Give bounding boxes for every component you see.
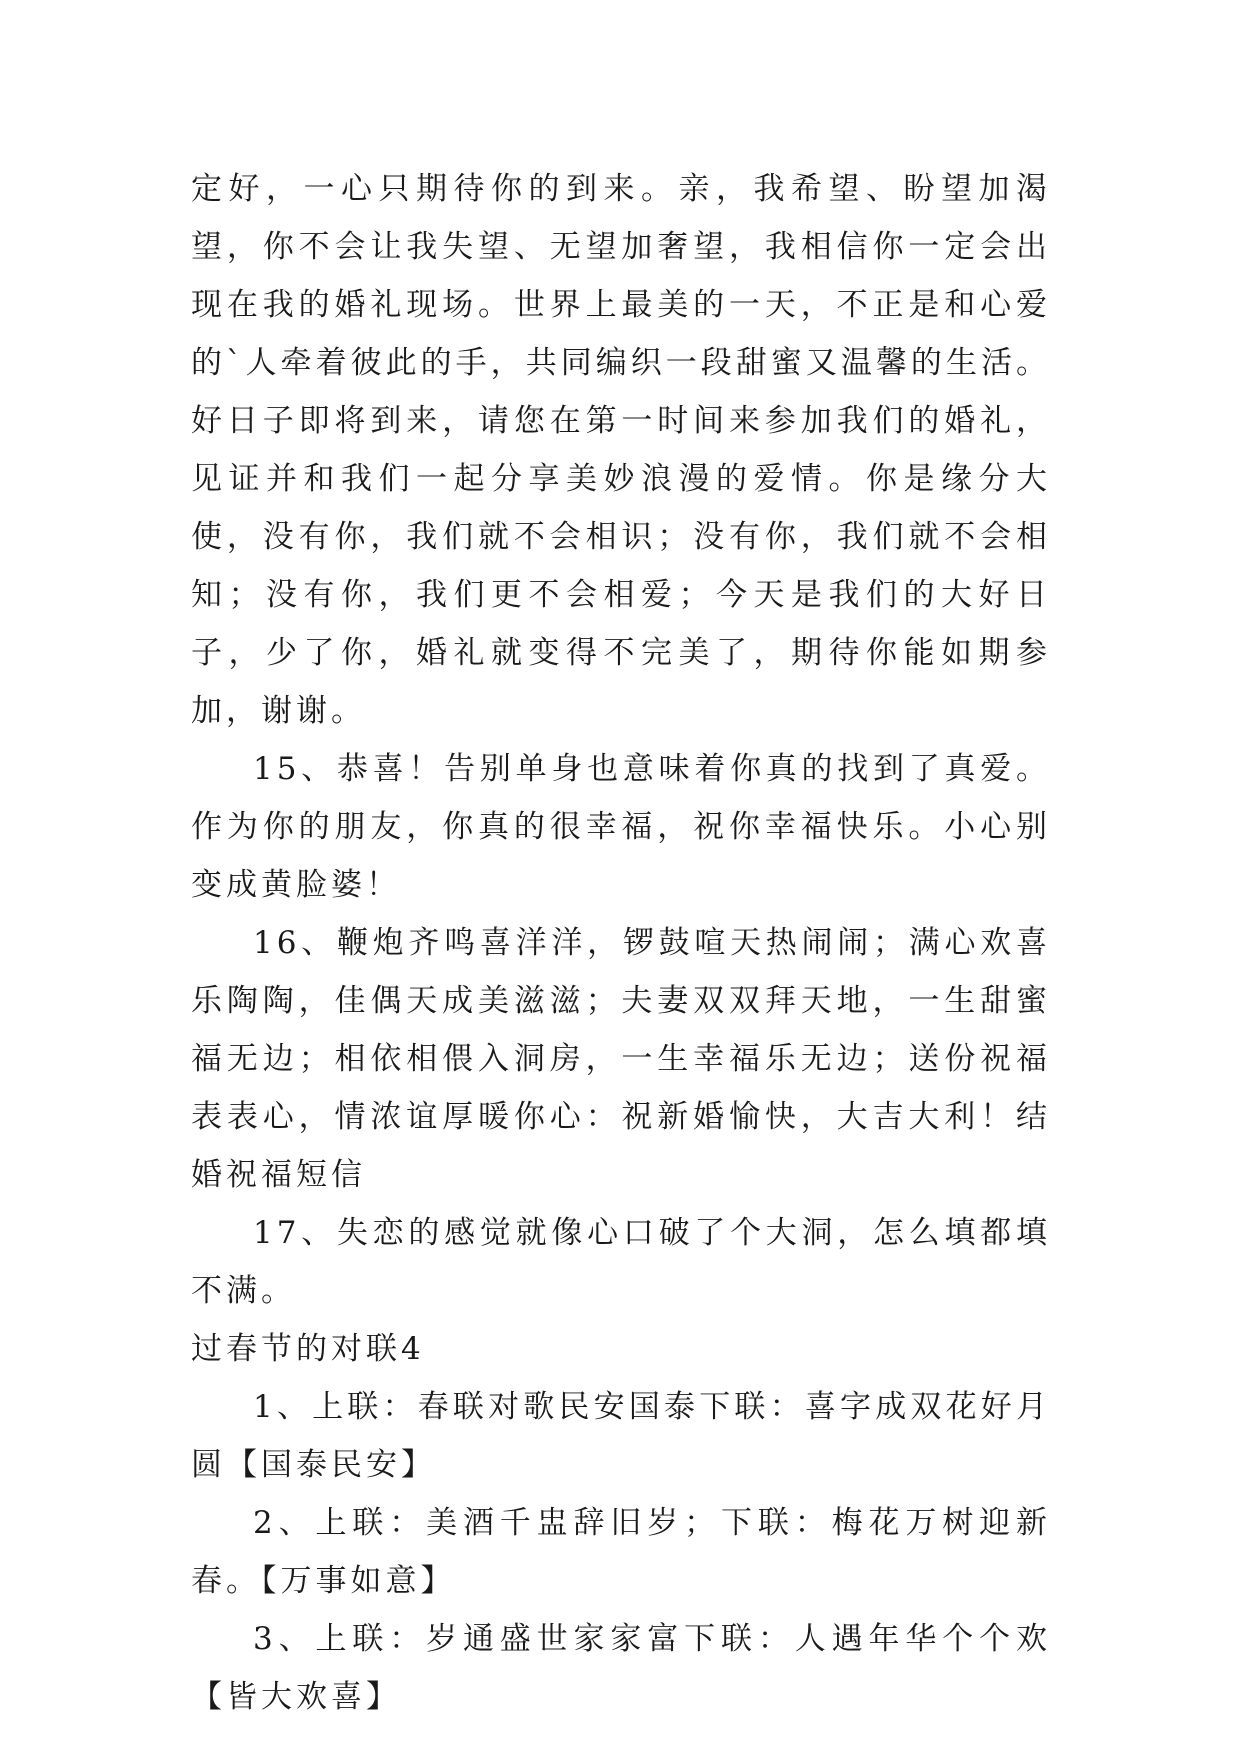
couplet-item-3: 3、上联：岁通盛世家家富下联：人遇年华个个欢【皆大欢喜】 <box>191 1621 1051 1715</box>
paragraph-item-15: 15、恭喜！告别单身也意味着你真的找到了真爱。作为你的朋友，你真的很幸福，祝你幸福快乐。小心别变成黄脸婆！ <box>191 751 1051 903</box>
couplet-item-2: 2、上联：美酒千盅辞旧岁；下联：梅花万树迎新春。【万事如意】 <box>191 1505 1051 1599</box>
couplet-item-1: 1、上联：春联对歌民安国泰下联：喜字成双花好月圆【国泰民安】 <box>191 1389 1051 1483</box>
document-page <box>191 160 1051 1726</box>
paragraph-wedding-invitation: 定好，一心只期待你的到来。亲，我希望、盼望加渴望，你不会让我失望、无望加奢望，我相信你一定会出现在我的婚礼现场。世界上最美的一天，不正是和心爱的`人牵着彼此的手，共同编织一段甜蜜又温馨的生活。好日子即将到来，请您在第一时间来参加我们的婚礼，见证并和我们一起分享美妙浪漫的爱情。你是缘分大使，没有你，我们就不会相识；没有你，我们就不会相知；没有你，我们更不会相爱；今天是我们的大好日子，少了你，婚礼就变得不完美了，期待你能如期参加，谢谢。 <box>191 171 1051 729</box>
section-heading: 过春节的对联4 <box>191 1331 425 1367</box>
paragraph-item-17: 17、失恋的感觉就像心口破了个大洞，怎么填都填不满。 <box>191 1215 1051 1309</box>
paragraph-item-16: 16、鞭炮齐鸣喜洋洋，锣鼓喧天热闹闹；满心欢喜乐陶陶，佳偶天成美滋滋；夫妻双双拜天地，一生甜蜜福无边；相依相偎入洞房，一生幸福乐无边；送份祝福表表心，情浓谊厚暖你心：祝新婚愉快，大吉大利！结婚祝福短信 <box>191 925 1051 1193</box>
